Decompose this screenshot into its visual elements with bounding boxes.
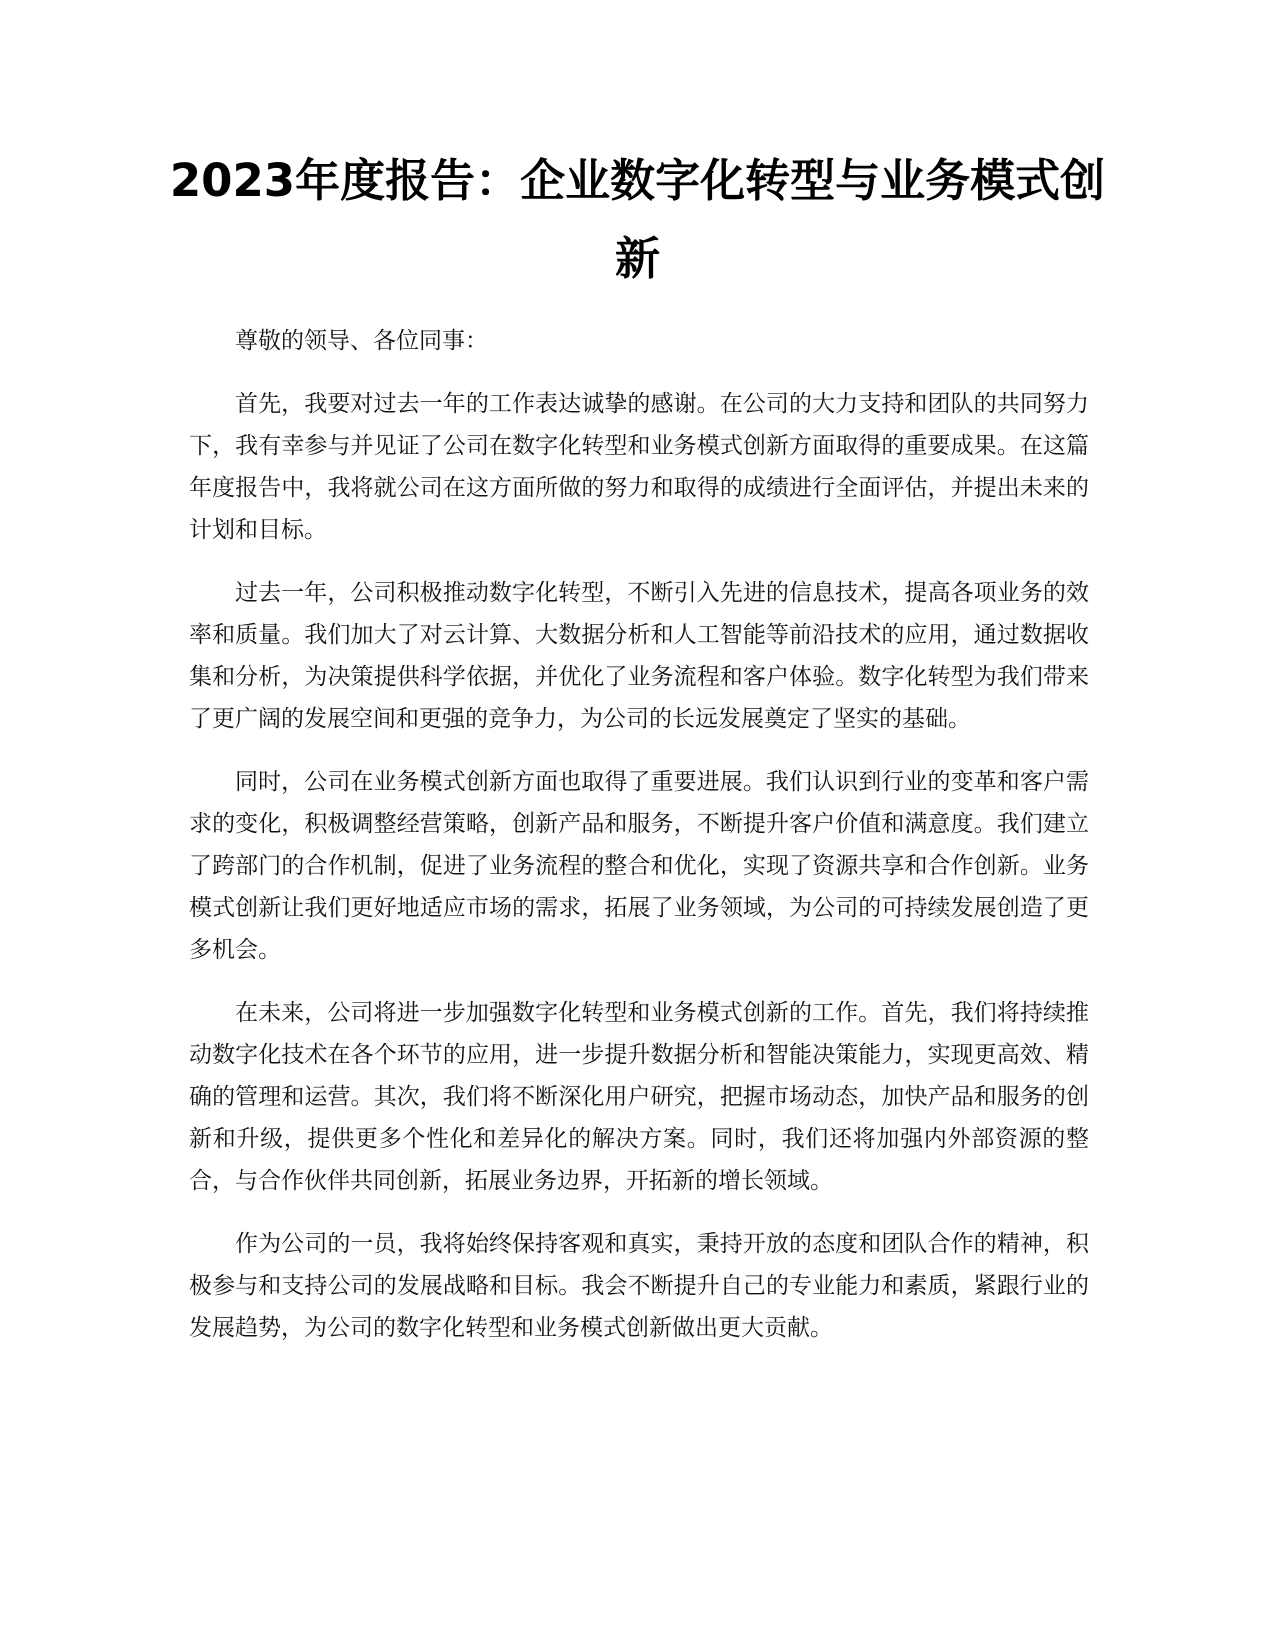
paragraph-3: 同时，公司在业务模式创新方面也取得了重要进展。我们认识到行业的变革和客户需求的变化，积极调整经营策略，创新产品和服务，不断提升客户价值和满意度。我们建立了跨部门的合作机制，促进了业务流程的整合和优化，实现了资源共享和合作创新。业务模式创新让我们更好地适应市场的需求，拓展了业务领域，为公司的可持续发展创造了更多机会。 (189, 769, 1089, 963)
paragraph-4: 在未来，公司将进一步加强数字化转型和业务模式创新的工作。首先，我们将持续推动数字化技术在各个环节的应用，进一步提升数据分析和智能决策能力，实现更高效、精确的管理和运营。其次，我们将不断深化用户研究，把握市场动态，加快产品和服务的创新和升级，提供更多个性化和差异化的解决方案。同时，我们还将加强内外部资源的整合，与合作伙伴共同创新，拓展业务边界，开拓新的增长领域。 (189, 1000, 1089, 1194)
paragraph-1: 首先，我要对过去一年的工作表达诚挚的感谢。在公司的大力支持和团队的共同努力下，我有幸参与并见证了公司在数字化转型和业务模式创新方面取得的重要成果。在这篇年度报告中，我将就公司在这方面所做的努力和取得的成绩进行全面评估，并提出未来的计划和目标。 (189, 391, 1089, 543)
paragraph-2: 过去一年，公司积极推动数字化转型，不断引入先进的信息技术，提高各项业务的效率和质量。我们加大了对云计算、大数据分析和人工智能等前沿技术的应用，通过数据收集和分析，为决策提供科学依据，并优化了业务流程和客户体验。数字化转型为我们带来了更广阔的发展空间和更强的竞争力，为公司的长远发展奠定了坚实的基础。 (189, 580, 1089, 732)
document-title: 2023年度报告：企业数字化转型与业务模式创新 (169, 154, 1106, 285)
salutation: 尊敬的领导、各位同事： (235, 328, 488, 354)
paragraph-5: 作为公司的一员，我将始终保持客观和真实，秉持开放的态度和团队合作的精神，积极参与和支持公司的发展战略和目标。我会不断提升自己的专业能力和素质，紧跟行业的发展趋势，为公司的数字化转型和业务模式创新做出更大贡献。 (189, 1231, 1089, 1341)
document-body (189, 320, 1089, 1370)
